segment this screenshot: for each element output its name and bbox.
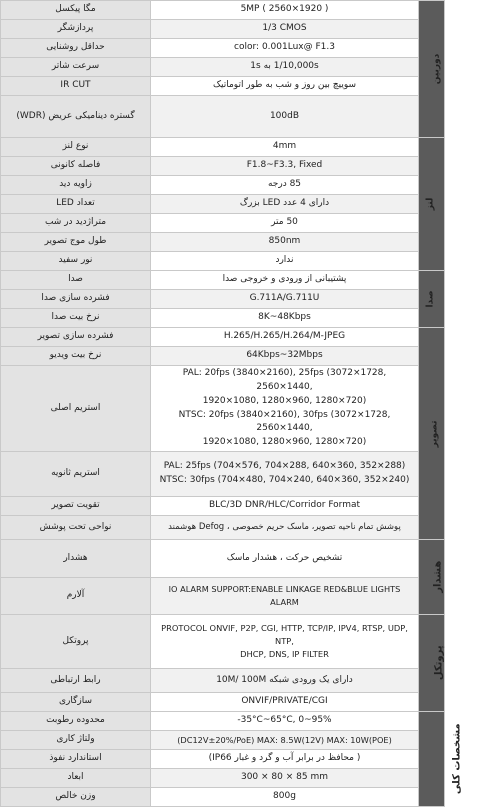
- audio-label-audio: صدا: [1, 271, 151, 290]
- lens-label-night-range: متراژدید در شب: [1, 214, 151, 233]
- lens-value-led: دارای 4 عدد LED بزرگ: [151, 195, 419, 214]
- image-label-sub-stream: استریم ثانویه: [1, 452, 151, 497]
- network-value-interface: دارای یک ورودی شبکه 10M/ 100M: [151, 669, 419, 693]
- audio-label-compression: فشرده سازی صدا: [1, 290, 151, 309]
- section-audio-title: صدا: [425, 290, 436, 308]
- camera-label-ircut: IR CUT: [1, 77, 151, 96]
- image-label-main-stream: استریم اصلی: [1, 366, 151, 452]
- general-label-humidity: محدوده رطوبت: [1, 712, 151, 731]
- image-value-sub-stream: [151, 452, 419, 497]
- general-value-humidity: -35°C~65°C, 0~95%: [151, 712, 419, 731]
- alarm-value-alarm: تشخیص حرکت ، هشدار ماسک: [151, 540, 419, 578]
- camera-value-ircut: سوییچ بین روز و شب به طور اتوماتیک: [151, 77, 419, 96]
- general-value-weight: 800g: [151, 788, 419, 807]
- camera-label-megapixel: مگا پیکسل: [1, 1, 151, 20]
- network-label-interface: رابط ارتباطی: [1, 669, 151, 693]
- section-alarm-title: هشدار: [432, 560, 444, 594]
- section-camera-title: دوربین: [431, 53, 442, 85]
- camera-value-min-illumination: color: 0.001Lux@ F1.3: [151, 39, 419, 58]
- audio-value-compression: G.711A/G.711U: [151, 290, 419, 309]
- lens-label-wavelength: طول موج تصویر: [1, 233, 151, 252]
- camera-label-shutter: سرعت شاتر: [1, 58, 151, 77]
- section-network-title: پروتکل: [433, 645, 445, 681]
- main-stream-line: 1920×1080, 1280×960, 1280×720): [202, 437, 367, 448]
- main-stream-line: PAL: 20fps (3840×2160), 25fps (3072×1728, 2560×1440,: [182, 367, 387, 392]
- general-label-ingress: استاندارد نفوذ: [1, 750, 151, 769]
- image-value-compression: H.265/H.265/H.264/M-JPEG: [151, 328, 419, 347]
- general-value-voltage: (DC12V±20%/PoE) MAX: 8.5W(12V) MAX: 10W(POE): [151, 731, 419, 750]
- image-label-coverage: نواحی تحت پوشش: [1, 516, 151, 540]
- image-value-bitrate: 64Kbps~32Mbps: [151, 347, 419, 366]
- section-image: [419, 328, 445, 540]
- lens-value-focal: F1.8~F3.3, Fixed: [151, 157, 419, 176]
- general-label-dimensions: ابعاد: [1, 769, 151, 788]
- protocol-line: DHCP, DNS, IP FILTER: [240, 648, 329, 659]
- camera-label-wdr: گستره دینامیکی عریض (WDR): [1, 96, 151, 138]
- general-label-weight: وزن خالص: [1, 788, 151, 807]
- camera-label-min-illumination: حداقل روشنایی: [1, 39, 151, 58]
- section-image-title: تصویر: [429, 420, 440, 447]
- network-value-protocol: [151, 615, 419, 669]
- main-stream-line: NTSC: 20fps (3840×2160), 30fps (3072×1728, 2560×1440,: [178, 409, 391, 434]
- camera-value-wdr: 100dB: [151, 96, 419, 138]
- audio-value-bitrate: 8K~48Kbps: [151, 309, 419, 328]
- lens-value-wavelength: 850nm: [151, 233, 419, 252]
- alarm-label-alarm: هشدار: [1, 540, 151, 578]
- camera-value-sensor: 1/3 CMOS: [151, 20, 419, 39]
- image-value-enhance: BLC/3D DNR/HLC/Corridor Format: [151, 497, 419, 516]
- section-network: [419, 615, 445, 712]
- lens-value-night-range: 50 متر: [151, 214, 419, 233]
- lens-value-white-light: ندارد: [151, 252, 419, 271]
- sub-stream-line: NTSC: 30fps (704×480, 704×240, 640×360, 352×240): [159, 475, 410, 485]
- audio-value-audio: پشتیبانی از ورودی و خروجی صدا: [151, 271, 419, 290]
- lens-value-type: 4mm: [151, 138, 419, 157]
- camera-value-shutter: 1/10,000s به 1s: [151, 58, 419, 77]
- network-label-compat: سازگاری: [1, 693, 151, 712]
- image-label-enhance: تقویت تصویر: [1, 497, 151, 516]
- main-stream-line: 1920×1080, 1280×960, 1280×720): [202, 395, 367, 406]
- section-alarm: [419, 540, 445, 615]
- sub-stream-line: PAL: 25fps (704×576, 704×288, 640×360, 352×288): [163, 461, 406, 472]
- camera-value-megapixel: 5MP ( 2560×1920 ): [151, 1, 419, 20]
- audio-label-bitrate: نرخ بیت صدا: [1, 309, 151, 328]
- section-general-title: مشخصات کلی: [451, 723, 463, 795]
- lens-label-white-light: نور سفید: [1, 252, 151, 271]
- image-value-main-stream: [151, 366, 419, 452]
- network-label-protocol: پروتکل: [1, 615, 151, 669]
- lens-label-angle: زاویه دید: [1, 176, 151, 195]
- general-value-ingress: ( محافظ در برابر آب و گرد و غبار IP66): [151, 750, 419, 769]
- camera-label-sensor: پردازشگر: [1, 20, 151, 39]
- section-camera: [419, 1, 445, 138]
- alarm-label-io: آلارم: [1, 578, 151, 615]
- lens-label-led: تعداد LED: [1, 195, 151, 214]
- image-value-coverage: پوشش تمام ناحیه تصویر، ماسک حریم خصوصی ، Defog هوشمند: [151, 516, 419, 540]
- network-value-compat: ONVIF/PRIVATE/CGI: [151, 693, 419, 712]
- general-value-dimensions: 300 × 80 × 85 mm: [151, 769, 419, 788]
- lens-label-focal: فاصله کانونی: [1, 157, 151, 176]
- image-label-bitrate: نرخ بیت ویدیو: [1, 347, 151, 366]
- lens-value-angle: 85 درجه: [151, 176, 419, 195]
- image-label-compression: فشرده سازی تصویر: [1, 328, 151, 347]
- protocol-line: PROTOCOL ONVIF, P2P, CGI, HTTP, TCP/IP, IPV4, RTSP, UDP, NTP,: [161, 623, 408, 647]
- general-label-voltage: ولتاژ کاری: [1, 731, 151, 750]
- section-lens: [419, 138, 445, 271]
- section-audio: [419, 271, 445, 328]
- section-general: [419, 712, 463, 807]
- alarm-value-io: IO ALARM SUPPORT:ENABLE LINKAGE RED&BLUE LIGHTS ALARM: [151, 578, 419, 615]
- section-lens-title: لنز: [425, 197, 436, 211]
- lens-label-type: نوع لنز: [1, 138, 151, 157]
